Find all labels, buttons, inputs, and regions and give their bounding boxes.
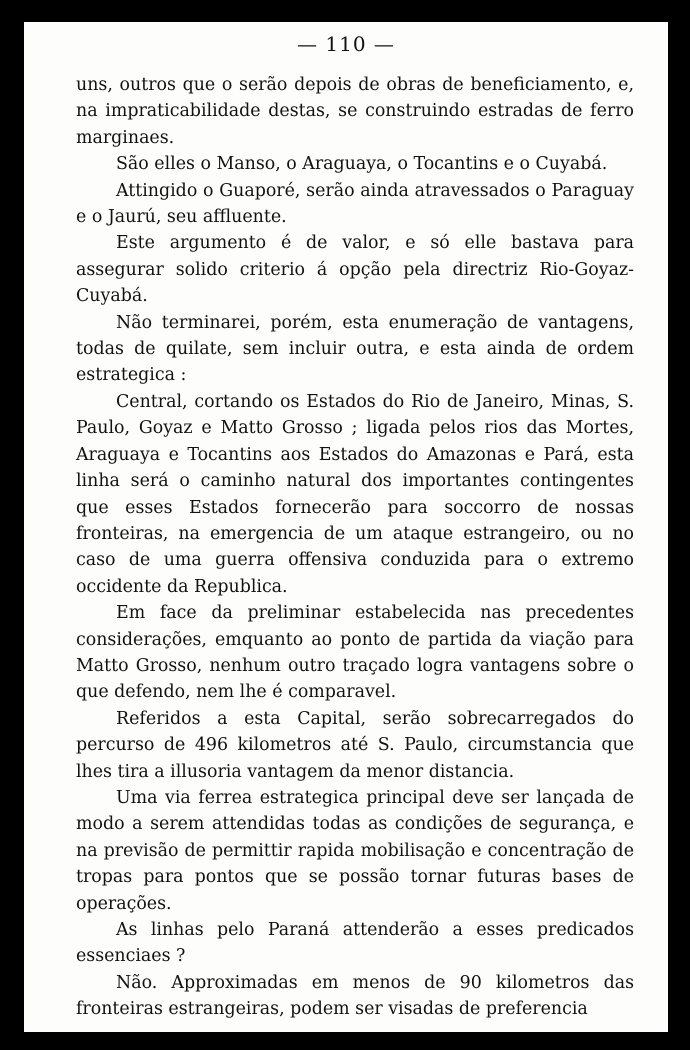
body-text [76,72,634,1023]
page-number: — 110 — [297,32,395,56]
paragraph: Este argumento é de valor, e só elle bastava para assegurar solido criterio á opção pela directriz Rio-Goyaz-Cuyabá. [76,233,634,307]
paragraph: Referidos a esta Capital, serão sobrecarregados do percurso de 496 kilometros até S. Paulo, circumstancia que lhes tira a illusoria vantagem da menor distancia. [76,708,634,782]
paragraph: Central, cortando os Estados do Rio de Janeiro, Minas, S. Paulo, Goyaz e Matto Grosso ; ligada pelos rios das Mortes, Araguaya e Tocantins aos Estados do Amazonas e Pará, esta linha será o caminho natural dos importantes contingentes que esses Estados fornecerão para soccorro de nossas fronteiras, na emergencia de um ataque estrangeiro, ou no caso de uma guerra offensiva conduzida para o extremo occidente da Republica. [76,391,634,597]
paragraph: As linhas pelo Paraná attenderão a esses predicados essenciaes ? [76,920,634,967]
paragraph: Não. Approximadas em menos de 90 kilometros das fronteiras estrangeiras, podem ser visadas de preferencia [76,972,634,1020]
paragraph-continued: uns, outros que o serão depois de obras de beneficiamento, e, na impraticabilidade destas, se construindo estradas de ferro marginaes. [76,75,634,148]
paragraph: Em face da preliminar estabelecida nas precedentes considerações, emquanto ao ponto de partida da viação para Matto Grosso, nenhum outro traçado logra vantagens sobre o que defendo, nem lhe é comparavel. [76,603,634,703]
paragraph: São elles o Manso, o Araguaya, o Tocantins e o Cuyabá. [116,154,608,175]
paragraph: Não terminarei, porém, esta enumeração de vantagens, todas de quilate, sem incluir outra, e esta ainda de ordem estrategica : [76,312,634,386]
paragraph: Uma via ferrea estrategica principal deve ser lançada de modo a serem attendidas todas as condições de segurança, e na previsão de permittir rapida mobilisação e concentração de tropas para pontos que se possão tornar futuras bases de operações. [76,787,634,914]
book-page [24,22,668,1032]
paragraph: Attingido o Guaporé, serão ainda atravessados o Paraguay e o Jaurú, seu affluente. [76,180,634,228]
